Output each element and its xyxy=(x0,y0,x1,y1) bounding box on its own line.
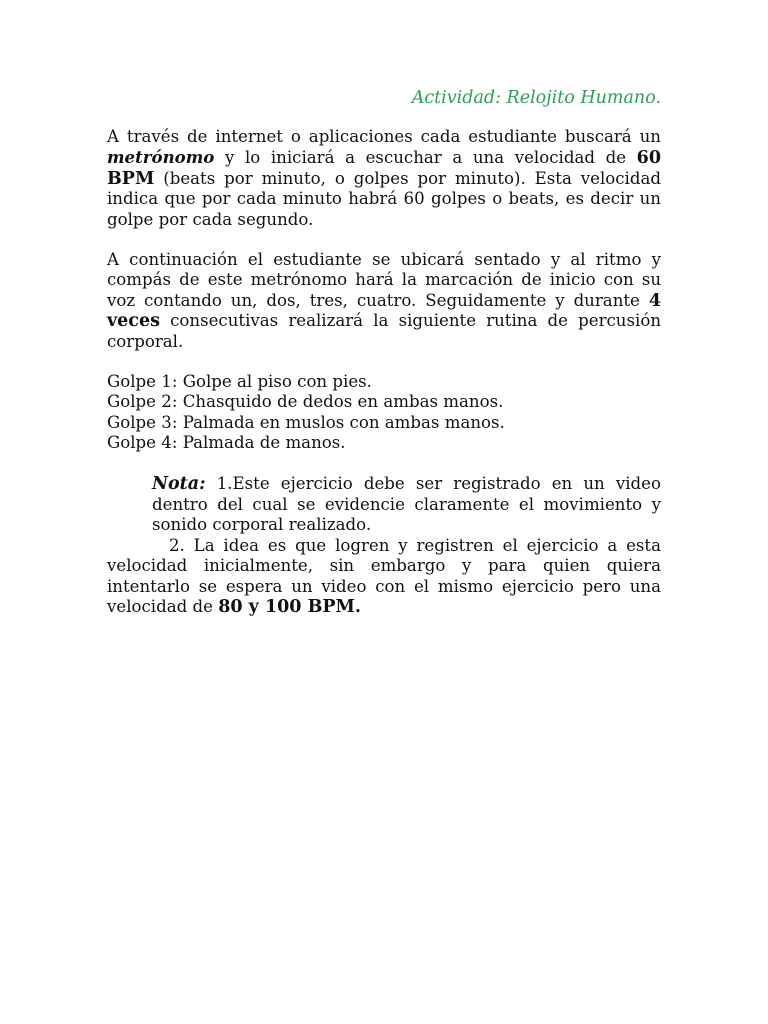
instructions-text-2: consecutivas realizará la siguiente rutina de percusión corporal. xyxy=(107,311,661,351)
bpm-emphasis: 60 BPM xyxy=(107,148,661,189)
golpe-item-4: Golpe 4: Palmada de manos. xyxy=(107,433,346,453)
intro-paragraph xyxy=(107,127,661,231)
instructions-paragraph xyxy=(107,250,661,353)
intro-text-1: A través de internet o aplicaciones cada estudiante buscará un xyxy=(107,126,661,146)
golpe-item-2: Golpe 2: Chasquido de dedos en ambas manos. xyxy=(107,392,504,412)
golpe-item-1: Golpe 1: Golpe al piso con pies. xyxy=(107,371,372,391)
note-label: Nota: xyxy=(152,473,206,494)
intro-text-2: y lo iniciará a escuchar a una velocidad de xyxy=(214,148,637,168)
repetitions-emphasis: 4 veces xyxy=(107,290,661,332)
golpes-list xyxy=(107,372,661,454)
activity-title: Actividad: Relojito Humano. xyxy=(411,88,661,108)
note-item-2 xyxy=(107,536,661,618)
metronome-term: metrónomo xyxy=(107,147,215,168)
intro-text-3: (beats por minuto, o golpes por minuto). Esta velocidad indica que por cada minuto habrá 60 golpes o beats, es decir un golpe por cada segundo. xyxy=(107,168,661,229)
note-text-2: 2. La idea es que logren y registren el ejercicio a esta velocidad inicialmente, sin embargo y para quien quiera intentarlo se espera un video con el mismo ejercicio pero una velocidad de xyxy=(107,535,661,617)
golpe-item-3: Golpe 3: Palmada en muslos con ambas manos. xyxy=(107,412,505,432)
instructions-text-1: A continuación el estudiante se ubicará sentado y al ritmo y compás de este metrónomo hará la marcación de inicio con su voz contando un, dos, tres, cuatro. Seguidamente y durante xyxy=(107,249,661,310)
note-text-1: 1.Este ejercicio debe ser registrado en un video dentro del cual se evidencie claramente el movimiento y sonido corporal realizado. xyxy=(152,473,661,535)
document-page xyxy=(107,88,661,618)
bpm-target-emphasis: 80 y 100 BPM. xyxy=(218,597,361,618)
note-item-1 xyxy=(152,474,661,536)
